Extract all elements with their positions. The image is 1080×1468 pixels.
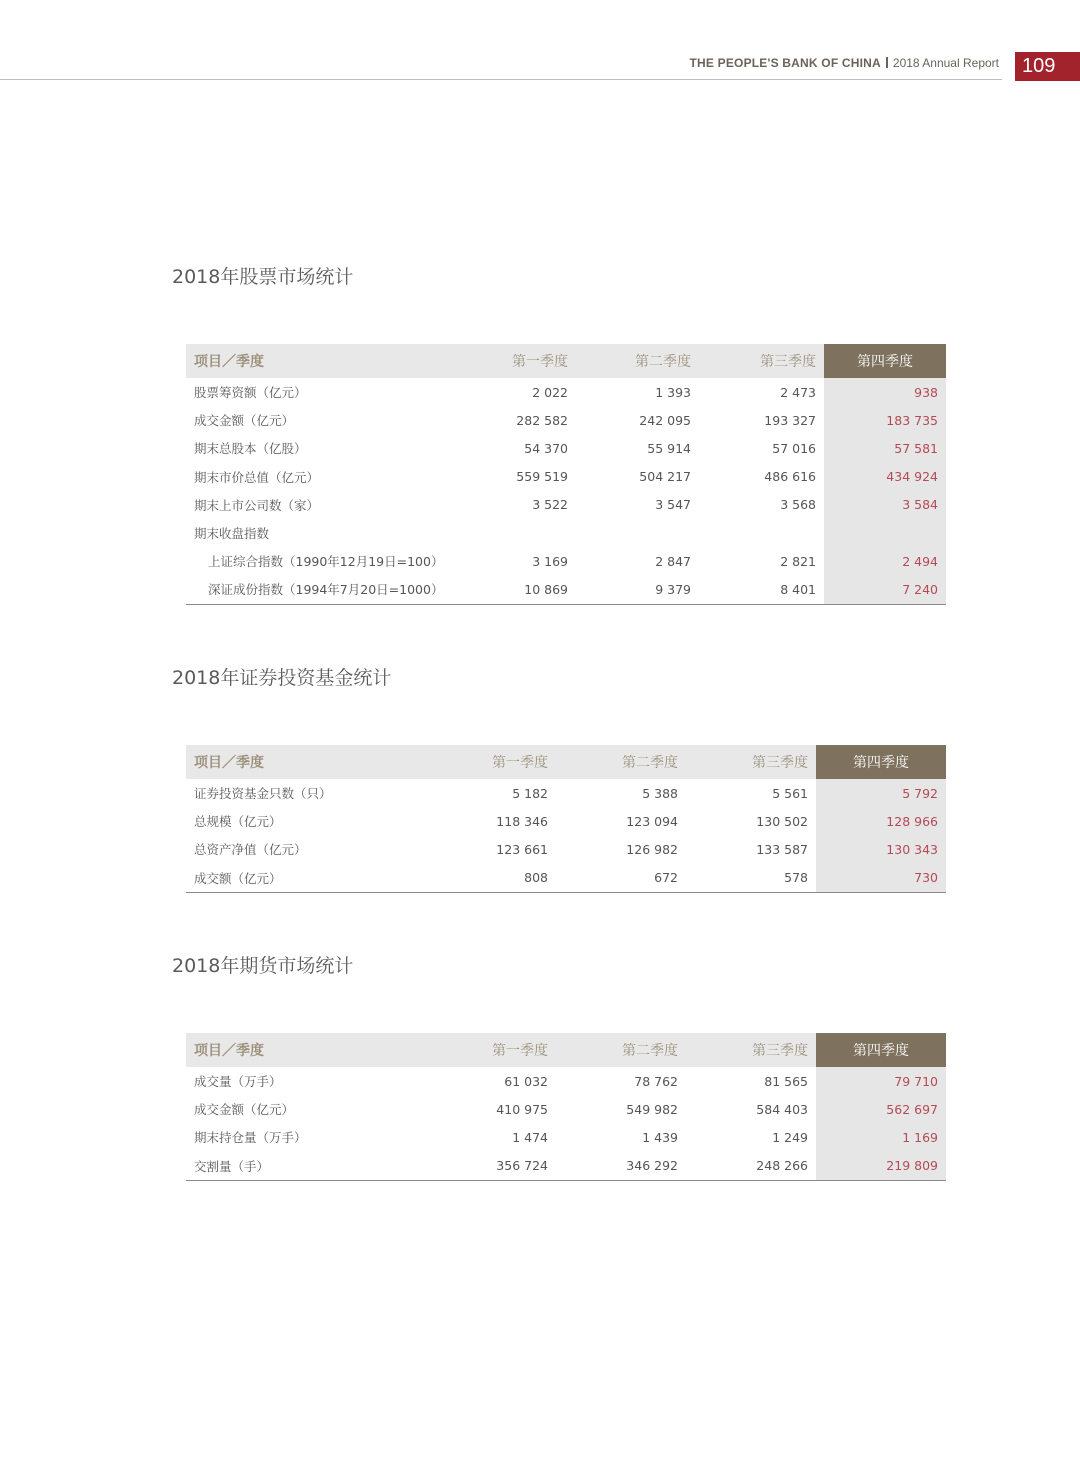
column-header: 第三季度 [686, 1033, 816, 1067]
cell-value: 57 581 [824, 434, 946, 462]
cell-value: 5 182 [512, 785, 548, 801]
cell-value: 54 370 [524, 440, 568, 456]
cell-value: 5 561 [772, 785, 808, 801]
cell-value: 133 587 [756, 841, 808, 857]
cell-value: 410 975 [496, 1101, 548, 1117]
cell-value: 81 565 [764, 1073, 808, 1089]
cell-value: 9 379 [576, 575, 699, 604]
fund-table [186, 745, 946, 893]
table-row [186, 1095, 946, 1123]
column-header: 第二季度 [556, 1033, 686, 1067]
table-row [186, 575, 946, 604]
cell-value: 1 474 [512, 1129, 548, 1145]
cell-value [476, 519, 576, 547]
cell-value: 57 016 [772, 440, 816, 456]
table-header-row [186, 745, 946, 779]
fund-section-title: 2018年证券投资基金统计 [172, 667, 392, 689]
cell-value: 128 966 [816, 807, 946, 835]
header-rule [0, 79, 1002, 80]
running-header [690, 56, 1000, 70]
cell-value: 356 724 [426, 1152, 556, 1181]
table-row [186, 519, 946, 547]
stock-table [186, 344, 946, 605]
cell-value: 2 821 [780, 553, 816, 569]
column-header: 第三季度 [699, 344, 824, 378]
cell-value: 3 547 [655, 497, 691, 513]
row-label: 期末上市公司数（家） [194, 497, 320, 513]
cell-value: 5 792 [816, 779, 946, 807]
column-header: 第一季度 [426, 1033, 556, 1067]
table-row [186, 864, 946, 893]
stock-section-title: 2018年股票市场统计 [172, 266, 354, 288]
cell-value: 1 439 [642, 1129, 678, 1145]
row-label: 成交金额（亿元） [194, 413, 295, 429]
column-header: 第四季度 [816, 1033, 946, 1067]
cell-value: 3 522 [532, 497, 568, 513]
cell-value: 282 582 [516, 412, 568, 428]
row-label: 成交量（万手） [194, 1074, 282, 1090]
column-header: 项目／季度 [186, 344, 476, 378]
cell-value: 578 [686, 864, 816, 893]
cell-value: 346 292 [556, 1152, 686, 1181]
column-header: 第二季度 [576, 344, 699, 378]
table-row [186, 807, 946, 835]
cell-value: 2 847 [655, 553, 691, 569]
cell-value: 549 982 [626, 1101, 678, 1117]
column-header: 第一季度 [426, 745, 556, 779]
row-label: 上证综合指数（1990年12月19日=100） [208, 554, 444, 570]
cell-value: 3 169 [532, 553, 568, 569]
cell-value: 10 869 [476, 575, 576, 604]
futures-table [186, 1033, 946, 1181]
cell-value: 118 346 [496, 813, 548, 829]
row-label: 期末市价总值（亿元） [194, 469, 320, 485]
row-label: 股票筹资额（亿元） [194, 385, 307, 401]
row-label: 期末总股本（亿股） [194, 441, 307, 457]
header-separator [886, 57, 888, 68]
row-label: 深证成份指数（1994年7月20日=1000） [186, 575, 476, 604]
cell-value: 79 710 [816, 1067, 946, 1095]
row-label: 成交额（亿元） [186, 864, 426, 893]
cell-value: 7 240 [824, 575, 946, 604]
futures-section-title: 2018年期货市场统计 [172, 955, 354, 977]
cell-value: 193 327 [764, 412, 816, 428]
row-label: 期末收盘指数 [194, 526, 270, 542]
row-label: 总资产净值（亿元） [194, 842, 307, 858]
cell-value: 55 914 [647, 440, 691, 456]
cell-value: 130 502 [756, 813, 808, 829]
row-label: 成交金额（亿元） [194, 1102, 295, 1118]
table-row [186, 463, 946, 491]
cell-value: 242 095 [639, 412, 691, 428]
cell-value: 672 [556, 864, 686, 893]
cell-value: 808 [426, 864, 556, 893]
table-header-row [186, 1033, 946, 1067]
cell-value: 123 094 [626, 813, 678, 829]
cell-value: 219 809 [816, 1152, 946, 1181]
cell-value: 2 022 [532, 384, 568, 400]
cell-value: 486 616 [764, 469, 816, 485]
table-row [186, 779, 946, 807]
row-label: 交割量（手） [186, 1152, 426, 1181]
row-label: 总规模（亿元） [194, 814, 282, 830]
header-report: 2018 Annual Report [892, 56, 999, 70]
cell-value: 1 169 [816, 1123, 946, 1151]
cell-value: 130 343 [816, 835, 946, 863]
cell-value: 2 494 [824, 547, 946, 575]
cell-value: 5 388 [642, 785, 678, 801]
column-header: 项目／季度 [186, 1033, 426, 1067]
cell-value: 183 735 [824, 406, 946, 434]
cell-value: 3 584 [824, 491, 946, 519]
column-header: 第一季度 [476, 344, 576, 378]
cell-value: 248 266 [686, 1152, 816, 1181]
column-header: 第二季度 [556, 745, 686, 779]
column-header: 项目／季度 [186, 745, 426, 779]
table-row [186, 1067, 946, 1095]
cell-value: 730 [816, 864, 946, 893]
table-row [186, 491, 946, 519]
cell-value: 2 473 [780, 384, 816, 400]
table-row [186, 547, 946, 575]
cell-value: 559 519 [516, 469, 568, 485]
cell-value [824, 519, 946, 547]
table-row [186, 1123, 946, 1151]
cell-value: 3 568 [780, 497, 816, 513]
cell-value: 123 661 [496, 841, 548, 857]
header-org: THE PEOPLE'S BANK OF CHINA [689, 56, 881, 70]
cell-value: 504 217 [639, 469, 691, 485]
column-header: 第四季度 [816, 745, 946, 779]
cell-value [576, 519, 699, 547]
cell-value: 1 249 [772, 1129, 808, 1145]
cell-value: 562 697 [816, 1095, 946, 1123]
cell-value [699, 519, 824, 547]
row-label: 期末持仓量（万手） [194, 1130, 307, 1146]
cell-value: 938 [824, 378, 946, 406]
cell-value: 126 982 [626, 841, 678, 857]
table-row [186, 835, 946, 863]
cell-value: 61 032 [504, 1073, 548, 1089]
page-number: 109 [1015, 52, 1080, 81]
table-row [186, 434, 946, 462]
cell-value: 8 401 [699, 575, 824, 604]
cell-value: 434 924 [824, 463, 946, 491]
column-header: 第四季度 [824, 344, 946, 378]
table-header-row [186, 344, 946, 378]
table-row [186, 1152, 946, 1181]
cell-value: 78 762 [634, 1073, 678, 1089]
cell-value: 584 403 [756, 1101, 808, 1117]
table-row [186, 378, 946, 406]
table-row [186, 406, 946, 434]
cell-value: 1 393 [655, 384, 691, 400]
row-label: 证券投资基金只数（只） [194, 786, 332, 802]
column-header: 第三季度 [686, 745, 816, 779]
